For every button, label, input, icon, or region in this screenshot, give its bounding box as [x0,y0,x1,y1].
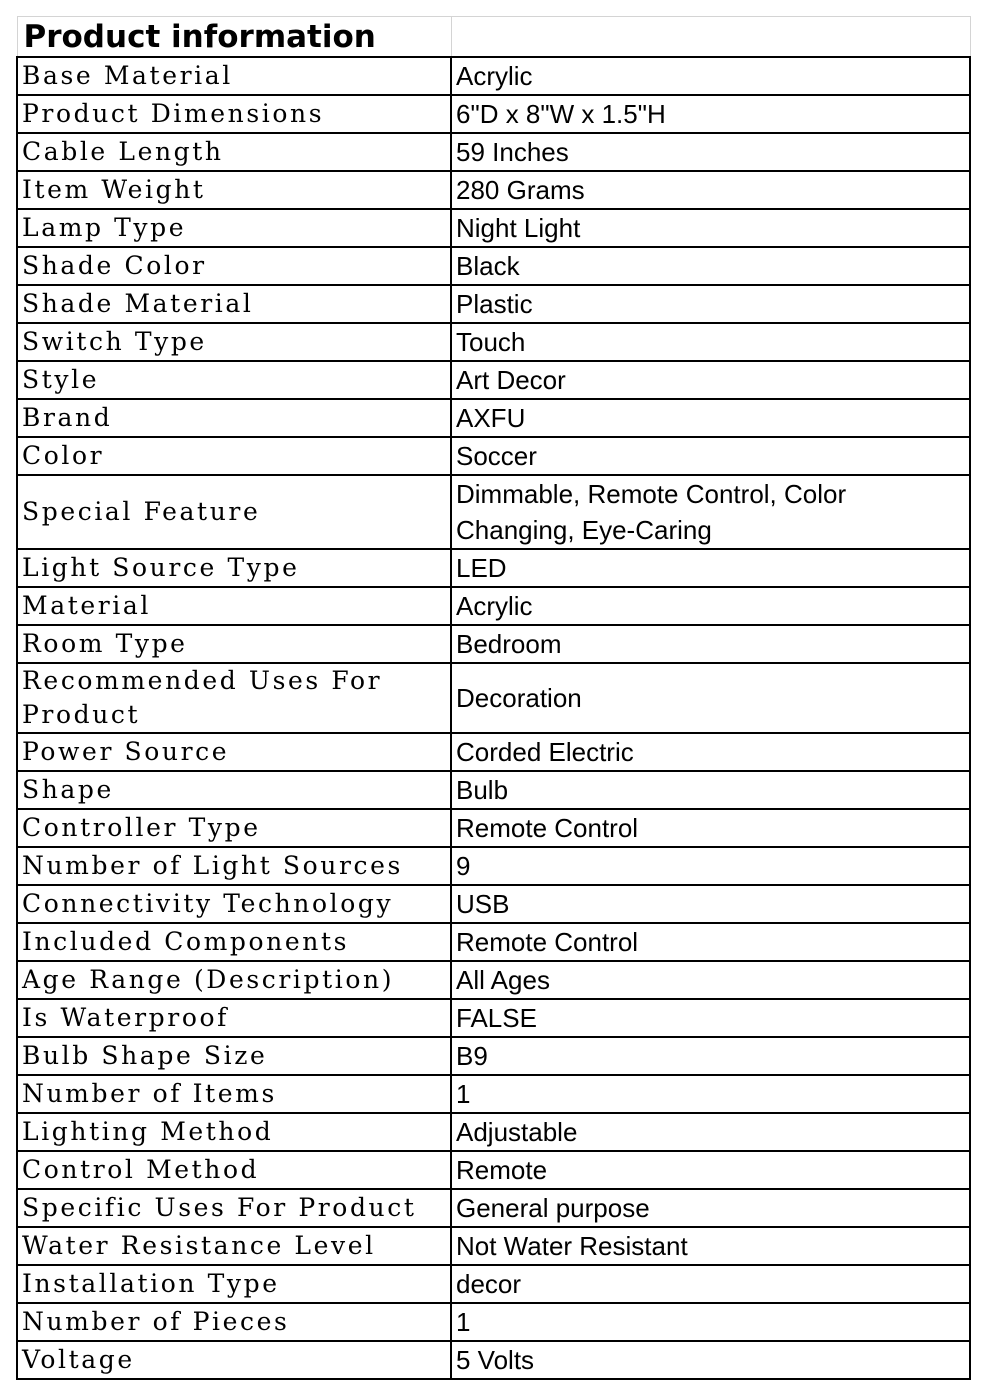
table-row [17,733,970,771]
row-label: Lighting Method [17,1113,451,1151]
row-label: Light Source Type [17,549,451,587]
row-label: Color [17,437,451,475]
table-row [17,247,970,285]
row-value: Acrylic [451,57,970,95]
row-value: FALSE [451,999,970,1037]
row-label: Recommended Uses For Product [17,663,451,733]
row-value: Dimmable, Remote Control, Color Changing, Eye-Caring [451,475,970,549]
table-row [17,1265,970,1303]
row-value: Bulb [451,771,970,809]
table-row [17,885,970,923]
row-label: Voltage [17,1341,451,1379]
row-label: Base Material [17,57,451,95]
row-label: Included Components [17,923,451,961]
table-row [17,587,970,625]
title-empty-cell [451,17,970,57]
table-row [17,1151,970,1189]
row-label: Product Dimensions [17,95,451,133]
table-row [17,625,970,663]
product-info-table [16,16,971,1380]
table-row [17,57,970,95]
table-row [17,95,970,133]
row-value: Plastic [451,285,970,323]
table-row [17,171,970,209]
row-label: Power Source [17,733,451,771]
table-row [17,961,970,999]
table-row [17,1341,970,1379]
row-label: Cable Length [17,133,451,171]
row-label: Shade Color [17,247,451,285]
row-label: Control Method [17,1151,451,1189]
row-label: Lamp Type [17,209,451,247]
row-label: Shape [17,771,451,809]
row-value: Remote [451,1151,970,1189]
table-row [17,809,970,847]
row-value: General purpose [451,1189,970,1227]
row-value: AXFU [451,399,970,437]
row-value: Black [451,247,970,285]
row-value: Decoration [451,663,970,733]
row-label: Controller Type [17,809,451,847]
row-label: Item Weight [17,171,451,209]
product-info-sheet [16,16,969,1380]
row-label: Specific Uses For Product [17,1189,451,1227]
row-value: Art Decor [451,361,970,399]
table-row [17,475,970,549]
title-row [17,17,970,57]
table-row [17,771,970,809]
row-label: Style [17,361,451,399]
table-row [17,663,970,733]
table-row [17,1227,970,1265]
row-value: Corded Electric [451,733,970,771]
row-label: Age Range (Description) [17,961,451,999]
row-value: 1 [451,1303,970,1341]
row-value: 6"D x 8"W x 1.5"H [451,95,970,133]
row-label: Connectivity Technology [17,885,451,923]
row-value: 1 [451,1075,970,1113]
row-label: Shade Material [17,285,451,323]
table-row [17,209,970,247]
table-row [17,1037,970,1075]
row-label: Room Type [17,625,451,663]
row-value: Not Water Resistant [451,1227,970,1265]
row-value: Touch [451,323,970,361]
row-label: Special Feature [17,475,451,549]
row-value: 280 Grams [451,171,970,209]
table-row [17,1075,970,1113]
table-row [17,1113,970,1151]
row-value: All Ages [451,961,970,999]
row-value: LED [451,549,970,587]
row-label: Number of Light Sources [17,847,451,885]
table-row [17,437,970,475]
table-row [17,285,970,323]
table-row [17,361,970,399]
table-row [17,1303,970,1341]
row-label: Bulb Shape Size [17,1037,451,1075]
row-value: decor [451,1265,970,1303]
row-label: Switch Type [17,323,451,361]
table-row [17,549,970,587]
row-value: Remote Control [451,809,970,847]
row-label: Number of Pieces [17,1303,451,1341]
row-value: 59 Inches [451,133,970,171]
table-row [17,1189,970,1227]
row-value: Soccer [451,437,970,475]
row-value: USB [451,885,970,923]
row-value: 9 [451,847,970,885]
table-row [17,323,970,361]
table-row [17,999,970,1037]
row-label: Installation Type [17,1265,451,1303]
row-label: Water Resistance Level [17,1227,451,1265]
row-value: Remote Control [451,923,970,961]
table-row [17,923,970,961]
row-value: B9 [451,1037,970,1075]
table-row [17,399,970,437]
table-row [17,847,970,885]
table-row [17,133,970,171]
row-value: Adjustable [451,1113,970,1151]
row-value: 5 Volts [451,1341,970,1379]
row-value: Bedroom [451,625,970,663]
row-label: Is Waterproof [17,999,451,1037]
row-label: Material [17,587,451,625]
row-value: Acrylic [451,587,970,625]
row-label: Number of Items [17,1075,451,1113]
row-value: Night Light [451,209,970,247]
row-label: Brand [17,399,451,437]
table-title: Product information [17,17,451,57]
